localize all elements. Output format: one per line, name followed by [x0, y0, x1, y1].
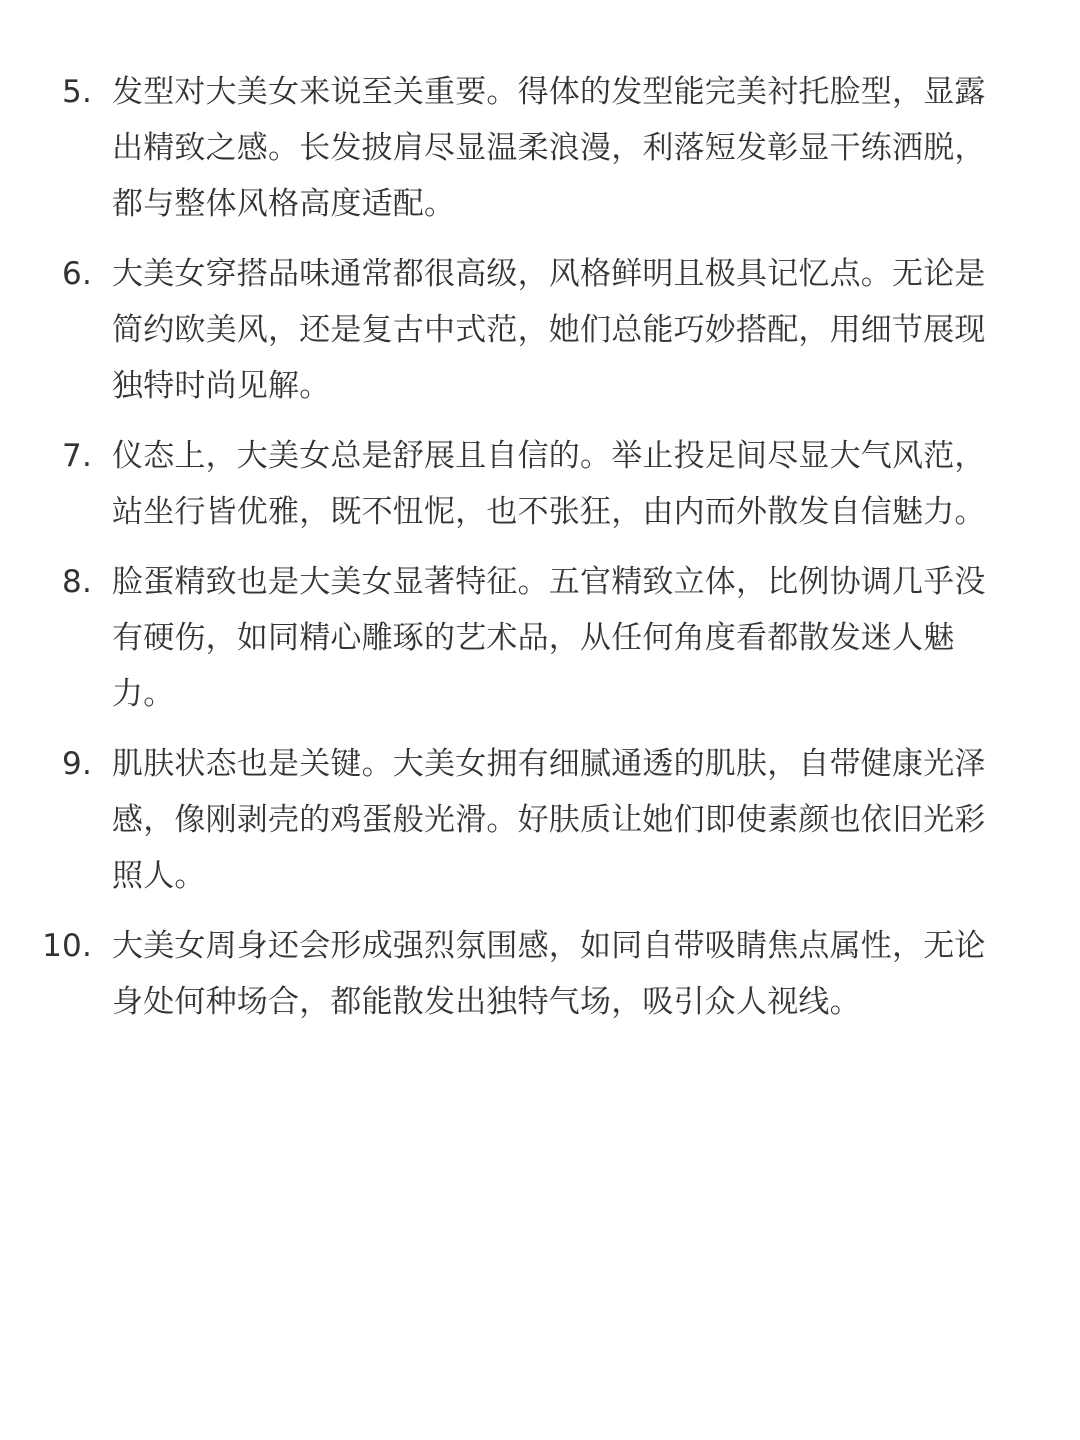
list-item-number: 10.	[42, 928, 92, 964]
list-item	[0, 428, 1080, 540]
list-item-text: 大美女穿搭品味通常都很高级，风格鲜明且极具记忆点。无论是简约欧美风，还是复古中式范，她们总能巧妙搭配，用细节展现独特时尚见解。	[112, 256, 986, 404]
list-item-number: 9.	[62, 746, 92, 782]
list-item-text: 大美女周身还会形成强烈氛围感，如同自带吸睛焦点属性，无论身处何种场合，都能散发出独特气场，吸引众人视线。	[112, 928, 986, 1020]
list-item	[0, 64, 1080, 232]
list-item	[0, 736, 1080, 904]
numbered-list	[0, 64, 1080, 1030]
list-item	[0, 246, 1080, 414]
list-item-number: 7.	[62, 438, 92, 474]
list-item-text: 仪态上，大美女总是舒展且自信的。举止投足间尽显大气风范，站坐行皆优雅，既不忸怩，也不张狂，由内而外散发自信魅力。	[112, 438, 986, 530]
list-item-text: 肌肤状态也是关键。大美女拥有细腻通透的肌肤，自带健康光泽感，像刚剥壳的鸡蛋般光滑。好肤质让她们即使素颜也依旧光彩照人。	[112, 746, 986, 894]
list-item-number: 6.	[62, 256, 92, 292]
list-item-number: 5.	[62, 74, 92, 110]
list-item	[0, 554, 1080, 722]
list-item-number: 8.	[62, 564, 92, 600]
list-item-text: 发型对大美女来说至关重要。得体的发型能完美衬托脸型，显露出精致之感。长发披肩尽显温柔浪漫，利落短发彰显干练洒脱，都与整体风格高度适配。	[112, 74, 986, 222]
list-item	[0, 918, 1080, 1030]
list-item-text: 脸蛋精致也是大美女显著特征。五官精致立体，比例协调几乎没有硬伤，如同精心雕琢的艺术品，从任何角度看都散发迷人魅力。	[112, 564, 986, 712]
